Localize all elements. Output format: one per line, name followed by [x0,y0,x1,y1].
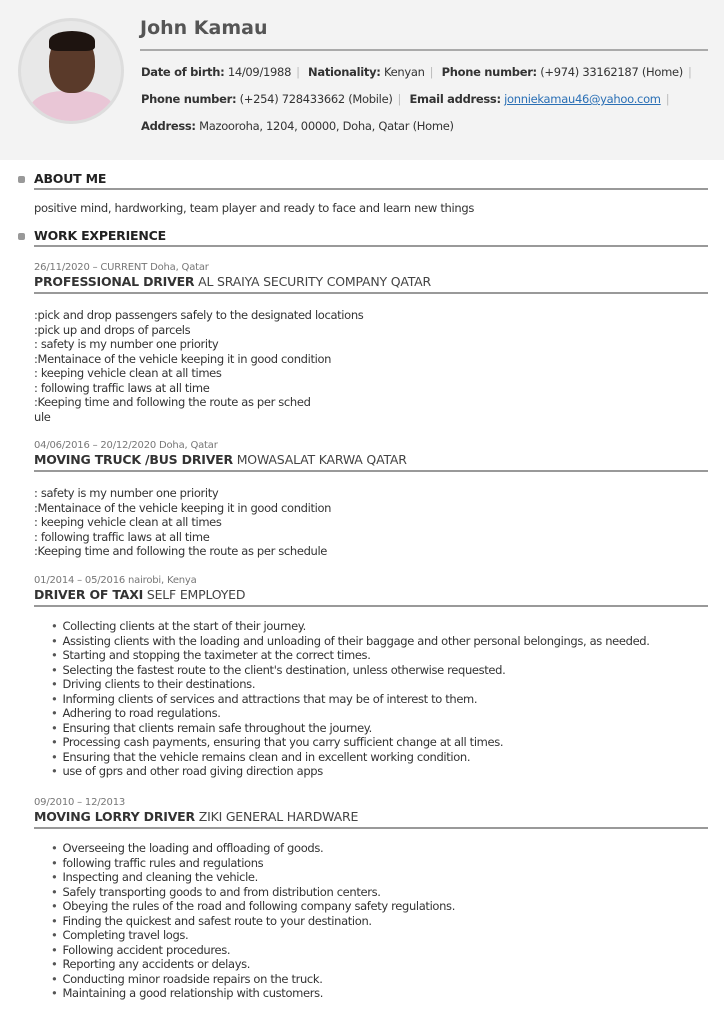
list-item: • Obeying the rules of the road and following company safety regulations. [51,899,708,914]
list-item: • Completing travel logs. [51,928,708,943]
cv-header [0,0,724,160]
list-item: • Informing clients of services and attractions that may be of interest to them. [51,692,708,707]
nationality-label: Nationality: [308,65,381,79]
separator: | [665,92,670,106]
phone-mobile: (+254) 728433662 (Mobile) [239,92,393,106]
divider [140,49,708,51]
job-role: PROFESSIONAL DRIVER [34,274,195,289]
job-entry [34,797,708,1001]
job-role: MOVING TRUCK /BUS DRIVER [34,452,233,467]
section-title: ABOUT ME [34,171,107,186]
divider [34,470,708,472]
description-line: :pick up and drops of parcels [34,322,191,337]
description-line: :Mentainace of the vehicle keeping it in good condition [34,500,332,515]
separator: | [296,65,300,79]
about-text: positive mind, hardworking, team player and ready to face and learn new things [34,201,475,215]
job-duties-list [34,841,708,1001]
email-label: Email address: [409,92,501,106]
job-title [34,809,708,824]
info-line-3 [141,119,454,133]
list-item: • Maintaining a good relationship with customers. [51,986,708,1001]
section-bullet-icon [18,176,25,183]
address-label: Address: [141,119,196,133]
section-title: WORK EXPERIENCE [34,228,166,243]
separator: | [687,65,692,79]
divider [34,188,708,190]
nationality-value: Kenyan [383,65,425,79]
description-line: :pick and drop passengers safely to the designated locations [34,308,364,322]
list-item: • Reporting any accidents or delays. [51,957,708,972]
description-line: :Mentainace of the vehicle keeping it in good condition [34,351,332,366]
dob-value: 14/09/1988 [227,65,292,79]
job-entry [34,440,708,559]
separator: | [429,65,434,79]
description-line: :Keeping time and following the route as per schedule [34,544,328,558]
email-link[interactable]: jonniekamau46@yahoo.com [504,92,661,106]
list-item: • Safely transporting goods to and from distribution centers. [51,885,708,900]
list-item: • Conducting minor roadside repairs on the truck. [51,972,708,987]
section-bullet-icon [18,233,25,240]
list-item: • Inspecting and cleaning the vehicle. [51,870,708,885]
job-title [34,587,708,602]
description-line: : following traffic laws at all time [34,529,210,544]
list-item: • Ensuring that the vehicle remains clean and in excellent working condition. [51,750,708,765]
job-role: DRIVER OF TAXI [34,587,144,602]
list-item: • Following accident procedures. [51,943,708,958]
divider [34,605,708,607]
job-role: MOVING LORRY DRIVER [34,809,195,824]
description-line: : safety is my number one priority [34,337,219,351]
list-item: • Ensuring that clients remain safe throughout the journey. [51,721,708,736]
job-entry [34,575,708,779]
description-line: : following traffic laws at all time [34,380,210,395]
address-value: Mazooroha, 1204, 00000, Doha, Qatar (Home) [199,119,454,133]
list-item: • use of gprs and other road giving direction apps [51,764,708,779]
job-date: 01/2014 – 05/2016 nairobi, Kenya [34,575,197,586]
job-date: 09/2010 – 12/2013 [34,797,126,808]
divider [34,245,708,247]
list-item: • Starting and stopping the taximeter at the correct times. [51,648,708,663]
phone-label: Phone number: [441,65,537,79]
description-line: :Keeping time and following the route as per sched [34,395,311,409]
job-employer: MOWASALAT KARWA QATAR [236,452,407,467]
job-employer: AL SRAIYA SECURITY COMPANY QATAR [198,274,432,289]
list-item: • Overseeing the loading and offloading of goods. [51,841,708,856]
description-line: ule [34,409,51,424]
separator: | [397,92,402,106]
description-line: : keeping vehicle clean at all times [34,366,222,380]
info-line-1 [141,65,697,79]
divider [34,827,708,829]
list-item: • Selecting the fastest route to the client's destination, unless otherwise requested. [51,663,708,678]
work-section-header [34,228,708,247]
list-item: • Finding the quickest and safest route to your destination. [51,914,708,929]
divider [34,292,708,294]
list-item: • Driving clients to their destinations. [51,677,708,692]
phone-label: Phone number: [141,92,237,106]
job-duties-list [34,619,708,779]
about-section [34,171,708,215]
job-date: 04/06/2016 – 20/12/2020 Doha, Qatar [34,440,218,451]
phone-home: (+974) 33162187 (Home) [540,65,683,79]
list-item: • Processing cash payments, ensuring that you carry sufficient change at all times. [51,735,708,750]
description-line: : safety is my number one priority [34,486,219,500]
job-employer: SELF EMPLOYED [146,587,246,602]
description-line: : keeping vehicle clean at all times [34,515,222,529]
job-title [34,274,708,289]
job-title [34,452,708,467]
list-item: • Assisting clients with the loading and unloading of their baggage and other personal belongings, as needed. [51,634,708,649]
job-date: 26/11/2020 – CURRENT Doha, Qatar [34,262,209,273]
candidate-name: John Kamau [140,17,268,39]
list-item: • Collecting clients at the start of their journey. [51,619,708,634]
job-description [34,308,708,424]
list-item: • following traffic rules and regulations [51,856,708,871]
job-employer: ZIKI GENERAL HARDWARE [198,809,359,824]
job-description [34,486,708,559]
job-entry [34,262,708,424]
dob-label: Date of birth: [141,65,225,79]
info-line-2 [141,92,674,106]
profile-photo [18,18,124,124]
list-item: • Adhering to road regulations. [51,706,708,721]
